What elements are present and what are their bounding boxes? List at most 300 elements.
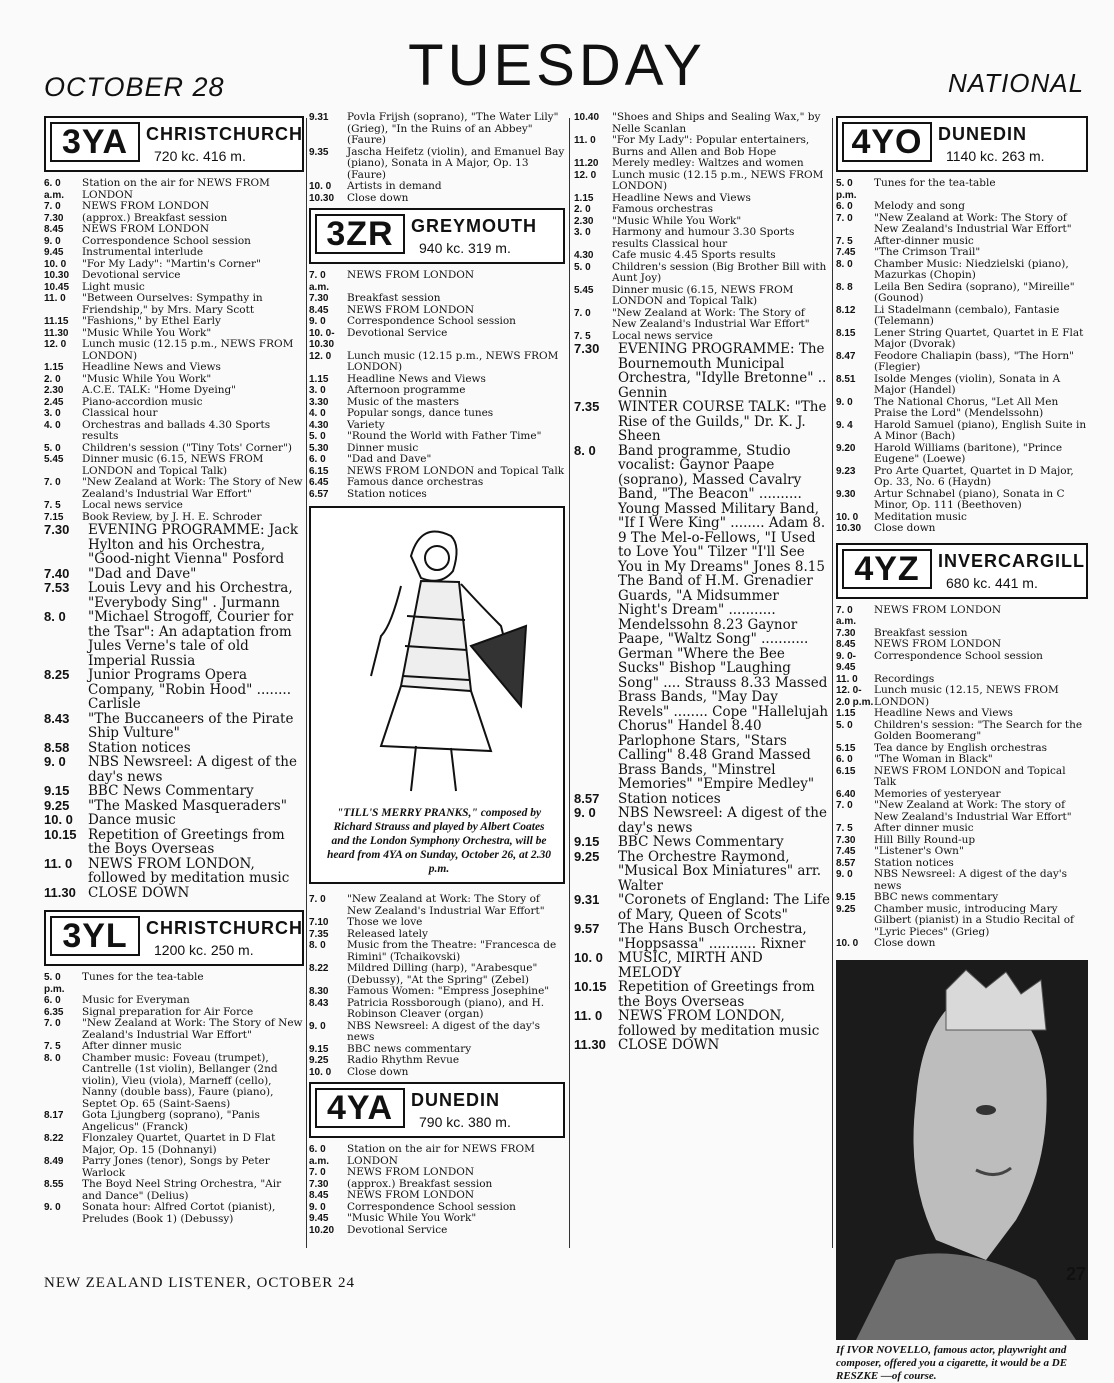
schedule-description: Dinner music <box>347 441 419 454</box>
schedule-time: 9. 0 <box>44 235 61 247</box>
schedule-item <box>836 766 1088 789</box>
schedule-time: 7.30 <box>836 834 856 846</box>
schedule-item <box>44 1053 304 1111</box>
schedule-item <box>836 351 1088 374</box>
schedule-description: "Listener's Own" <box>874 845 964 857</box>
schedule-time: 7.30 <box>309 293 329 304</box>
schedule-description: "The Crimson Trail" <box>874 246 981 258</box>
schedule-time: 5.30 <box>309 442 329 454</box>
schedule-item <box>309 351 565 374</box>
schedule-description: Popular songs, dance tunes <box>347 407 494 419</box>
schedule-description: Children's session ("Tiny Tots' Corner") <box>82 441 292 454</box>
schedule-description: Devotional service <box>82 269 181 281</box>
column-3 <box>574 112 830 1053</box>
schedule-time: 11. 0 <box>574 1008 603 1023</box>
station-header-3yl <box>44 910 304 966</box>
schedule-description: Music for Everyman <box>82 994 190 1006</box>
schedule-item <box>44 567 304 582</box>
schedule-time: 6.45 <box>309 477 329 488</box>
schedule-item <box>836 259 1088 282</box>
schedule-item <box>309 316 565 328</box>
schedule-time: 8.45 <box>309 304 329 316</box>
schedule-item <box>574 850 830 894</box>
schedule-time: 9.31 <box>309 112 329 123</box>
schedule-description: Correspondence School session <box>874 649 1043 662</box>
station-frequency: 1140 kc. 263 m. <box>946 148 1045 164</box>
schedule-time: 7. 5 <box>44 500 61 511</box>
schedule-time: 6.35 <box>44 1006 64 1018</box>
schedule-description: Close down <box>347 1065 409 1078</box>
schedule-time: 11. 0 <box>44 855 73 871</box>
schedule-time: 6. 0 a.m. <box>309 1144 330 1167</box>
schedule-item <box>574 1038 830 1053</box>
schedule-item <box>574 308 830 331</box>
schedule-time: 11.30 <box>44 884 76 900</box>
publication-footer: NEW ZEALAND LISTENER, OCTOBER 24 <box>44 1275 356 1291</box>
schedule-time: 7.45 <box>836 846 856 857</box>
schedule-time: 6. 0 <box>309 454 326 465</box>
page-title: TUESDAY <box>408 33 706 98</box>
schedule-item <box>574 806 830 835</box>
schedule-description: Gota Ljungberg (soprano), "Panis Angelicus" (Franck) <box>82 1109 260 1133</box>
schedule-item <box>309 181 565 193</box>
schedule-item <box>574 835 830 850</box>
advertisement-photo <box>836 960 1088 1340</box>
schedule-time: 9. 0 <box>309 1201 326 1213</box>
schedule-time: 8.15 <box>836 327 856 339</box>
station-header-4yz <box>836 543 1088 599</box>
schedule-item <box>574 250 830 262</box>
schedule-item <box>44 712 304 741</box>
schedule-time: 4.30 <box>574 250 594 261</box>
network-label: NATIONAL <box>948 68 1085 98</box>
schedule-time: 11.30 <box>44 327 69 339</box>
schedule-description: Junior Programs Opera Company, "Robin Hood" ........ Carlisle <box>88 667 292 712</box>
schedule-description: Povla Frijsh (soprano), "The Water Lily" (Grieg), "In the Ruins of an Abbey" (Faure) <box>347 111 559 146</box>
schedule-item <box>574 342 830 400</box>
schedule-description: "Michael Strogoff, Courier for the Tsar": An adaptation from Jules Verne's tale of old Imperial Russia <box>88 609 294 669</box>
schedule-description: NEWS FROM LONDON <box>347 1166 475 1178</box>
schedule-description: Children's session (Big Brother Bill with Aunt Joy) <box>612 260 827 284</box>
schedule-item <box>44 972 304 995</box>
schedule-description: Correspondence School session <box>82 234 251 247</box>
schedule-list <box>836 178 1088 535</box>
schedule-time: 8.51 <box>836 373 856 385</box>
schedule-description: Hill Billy Round-up <box>874 833 976 846</box>
schedule-description: (approx.) Breakfast session <box>82 211 228 224</box>
schedule-time: 12. 0 <box>574 169 597 181</box>
schedule-time: 10. 0 <box>309 181 332 192</box>
schedule-description: MUSIC, MIRTH AND MELODY <box>618 950 763 981</box>
schedule-time: 1.15 <box>836 708 856 719</box>
schedule-time: 8.22 <box>309 963 329 974</box>
schedule-time: 11. 0 <box>574 135 596 146</box>
schedule-description: Music of the masters <box>347 395 460 408</box>
schedule-list <box>309 270 565 500</box>
schedule-time: 7. 0 <box>44 201 61 212</box>
schedule-item <box>309 986 565 998</box>
schedule-item <box>309 328 565 351</box>
schedule-item <box>309 147 565 182</box>
schedule-time: 9.15 <box>574 834 600 849</box>
schedule-item <box>44 270 304 282</box>
station-city: INVERCARGILL <box>938 550 1085 571</box>
column-1 <box>44 112 304 1225</box>
schedule-description: "Round the World with Father Time" <box>347 430 542 442</box>
schedule-description: After-dinner music <box>874 234 974 247</box>
schedule-item <box>309 1190 565 1202</box>
schedule-description: (approx.) Breakfast session <box>347 1177 493 1190</box>
schedule-item <box>309 385 565 397</box>
schedule-description: Those we love <box>347 916 423 928</box>
schedule-description: Pro Arte Quartet, Quartet in D Major, Op. 33, No. 6 (Haydn) <box>874 464 1074 488</box>
schedule-item <box>44 247 304 259</box>
schedule-time: 10.45 <box>44 281 70 293</box>
schedule-description: NBS Newsreel: A digest of the day's news <box>874 868 1068 892</box>
schedule-item <box>836 305 1088 328</box>
schedule-time: 11.30 <box>574 1037 606 1052</box>
schedule-time: 9. 0 <box>836 869 853 880</box>
schedule-time: 8.49 <box>44 1156 64 1167</box>
station-city: CHRISTCHURCH <box>146 918 303 938</box>
schedule-item <box>44 857 304 886</box>
schedule-item <box>44 828 304 857</box>
schedule-item <box>574 112 830 135</box>
schedule-description: Headline News and Views <box>874 707 1013 719</box>
schedule-list <box>574 112 830 342</box>
station-frequency: 940 kc. 319 m. <box>419 240 511 256</box>
schedule-item <box>44 886 304 901</box>
schedule-time: 5. 0 <box>44 442 61 454</box>
schedule-description: Devotional Service <box>347 326 448 339</box>
schedule-time: 8.43 <box>44 710 70 726</box>
schedule-time: 11. 0 <box>44 293 66 304</box>
schedule-description: NBS Newsreel: A digest of the day's news <box>347 1019 541 1043</box>
schedule-item <box>309 998 565 1021</box>
schedule-description: Recordings <box>874 672 935 685</box>
schedule-time: 8.58 <box>44 739 70 755</box>
schedule-time: 9.31 <box>574 892 600 907</box>
schedule-time: 9. 0 <box>309 1020 326 1032</box>
schedule-description: After dinner music <box>82 1040 182 1052</box>
schedule-time: 8.30 <box>309 986 329 997</box>
schedule-time: 7. 0 <box>44 477 61 488</box>
schedule-item <box>309 963 565 986</box>
schedule-item <box>309 408 565 420</box>
station-callsign: 3YL <box>50 916 140 956</box>
schedule-item <box>574 444 830 792</box>
schedule-description: "Music While You Work" <box>82 326 212 339</box>
schedule-description: Memories of yesteryear <box>874 787 1001 800</box>
schedule-item <box>836 489 1088 512</box>
schedule-item <box>836 869 1088 892</box>
schedule-description: Radio Rhythm Revue <box>347 1054 460 1066</box>
schedule-time: 2.30 <box>574 215 594 227</box>
station-header-3zr <box>309 208 565 264</box>
schedule-description: Correspondence School session <box>347 1200 516 1213</box>
schedule-time: 8.47 <box>836 350 856 362</box>
schedule-time: 5. 0 p.m. <box>44 972 65 995</box>
schedule-time: 2. 0 <box>44 373 61 385</box>
schedule-description: Lunch music (12.15 p.m., NEWS FROM LONDON) <box>347 349 559 373</box>
schedule-description: NEWS FROM LONDON, followed by meditation music <box>88 855 290 886</box>
station-frequency: 1200 kc. 250 m. <box>154 942 254 958</box>
schedule-description: Harmony and humour 3.30 Sports results Classical hour <box>612 226 795 250</box>
schedule-description: A.C.E. TALK: "Home Dyeing" <box>82 384 237 396</box>
schedule-description: Sonata hour: Alfred Cortot (pianist), Preludes (Book 1) (Debussy) <box>82 1201 276 1225</box>
schedule-time: 8.43 <box>309 997 329 1009</box>
schedule-description: NEWS FROM LONDON <box>82 223 210 235</box>
schedule-description: Piano-accordion music <box>82 395 203 408</box>
schedule-item <box>574 204 830 216</box>
schedule-item <box>44 741 304 756</box>
schedule-item <box>44 755 304 784</box>
schedule-time: 12. 0 <box>309 350 332 362</box>
schedule-description: "Coronets of England: The Life of Mary, Queen of Scots" <box>618 892 830 923</box>
schedule-time: 3. 0 <box>309 385 326 396</box>
schedule-time: 8.12 <box>836 304 856 316</box>
schedule-description: Variety <box>347 418 385 431</box>
schedule-item <box>309 917 565 929</box>
schedule-time: 8.57 <box>836 857 856 869</box>
schedule-item <box>44 362 304 374</box>
schedule-time: 2.45 <box>44 396 64 408</box>
illustration-box <box>309 506 565 884</box>
schedule-time: 8. 0 <box>836 258 853 270</box>
schedule-description: Station on the air for NEWS FROM LONDON <box>347 1143 535 1167</box>
schedule-description: NEWS FROM LONDON <box>82 200 210 212</box>
schedule-time: 5. 0 <box>574 261 591 273</box>
schedule-time: 7. 5 <box>836 823 853 834</box>
schedule-description: Chamber music: Foveau (trumpet), Cantrelle (1st violin), Bellanger (2nd violin), Vieu (viola), Marneff (cello), Nanny (double bass), Faure (piano), Septet Op. 65 (Saint-Saens) <box>82 1051 278 1110</box>
schedule-description: Music from the Theatre: "Francesca de Rimini" (Tchaikovski) <box>347 939 557 963</box>
schedule-item <box>836 605 1088 628</box>
schedule-item <box>44 799 304 814</box>
schedule-description: The National Chorus, "Let All Men Praise the Lord" (Mendelssohn) <box>874 395 1059 419</box>
schedule-time: 5.45 <box>574 284 594 296</box>
schedule-time: 5. 0 <box>836 719 853 731</box>
schedule-time: 7.10 <box>309 917 329 928</box>
schedule-time: 9.30 <box>836 488 856 500</box>
schedule-description: Li Stadelmann (cembalo), Fantasie (Telemann) <box>874 303 1060 327</box>
schedule-item <box>44 1110 304 1133</box>
schedule-list <box>309 894 565 1078</box>
schedule-time: 8.17 <box>44 1110 64 1121</box>
schedule-description: Released lately <box>347 927 428 940</box>
schedule-item <box>574 792 830 807</box>
schedule-description: After dinner music <box>874 822 974 834</box>
schedule-description: Lunch music (12.15, NEWS FROM LONDON) <box>874 684 1059 708</box>
schedule-list <box>44 178 304 523</box>
schedule-item <box>44 610 304 668</box>
schedule-time: 6.15 <box>309 465 329 477</box>
schedule-time: 6. 0 <box>836 201 853 212</box>
schedule-time: 9. 0 <box>309 316 326 327</box>
schedule-item <box>309 1055 565 1067</box>
schedule-time: 6. 0 <box>44 995 61 1006</box>
schedule-time: 10.15 <box>44 826 77 842</box>
schedule-item <box>836 328 1088 351</box>
schedule-item <box>44 178 304 201</box>
schedule-list <box>44 972 304 1225</box>
schedule-description: "New Zealand at Work: The Story of New Zealand's Industrial War Effort" <box>82 476 303 500</box>
schedule-description: "Music While You Work" <box>347 1212 477 1224</box>
schedule-description: Tea dance by English orchestras <box>874 741 1047 754</box>
schedule-description: Classical hour <box>82 407 158 419</box>
schedule-description: "New Zealand at Work: The Story of New Zealand's Industrial War Effort" <box>82 1017 303 1041</box>
schedule-description: "Shoes and Ships and Sealing Wax," by Nelle Scanlan <box>612 111 821 135</box>
schedule-item <box>309 112 565 147</box>
schedule-description: "Dad and Dave" <box>347 453 432 465</box>
schedule-time: 8. 0 <box>44 1052 61 1064</box>
schedule-time: 9.45 <box>309 1213 329 1224</box>
page-number: 27 <box>1066 1264 1087 1284</box>
schedule-description: "The Woman in Black" <box>874 753 993 765</box>
schedule-description: Repetition of Greetings from the Boys Overseas <box>618 979 815 1010</box>
schedule-item <box>836 651 1088 674</box>
schedule-item <box>836 213 1088 236</box>
schedule-time: 10.30 <box>309 192 335 204</box>
schedule-description: Repetition of Greetings from the Boys Overseas <box>88 826 285 857</box>
schedule-time: 10. 0 <box>574 950 603 965</box>
schedule-time: 3.30 <box>309 396 329 408</box>
schedule-description: NEWS FROM LONDON <box>874 603 1002 616</box>
schedule-time: 7. 0 <box>836 800 853 811</box>
schedule-time: 10.20 <box>309 1224 335 1236</box>
schedule-description: EVENING PROGRAMME: The Bournemouth Municipal Orchestra, "Idylle Bretonne" .. Gennin <box>618 341 827 401</box>
schedule-description: BBC news commentary <box>347 1042 472 1055</box>
schedule-item <box>44 420 304 443</box>
schedule-time: 8.55 <box>44 1179 64 1190</box>
schedule-item <box>44 813 304 828</box>
schedule-item <box>836 892 1088 904</box>
schedule-description: Dance music <box>88 812 176 828</box>
schedule-item <box>836 720 1088 743</box>
schedule-description: Local news service <box>82 499 183 511</box>
station-frequency: 680 kc. 441 m. <box>946 574 1038 591</box>
schedule-item <box>836 846 1088 858</box>
schedule-time: 6. 0 <box>836 754 853 765</box>
schedule-description: Louis Levy and his Orchestra, "Everybody Sing" . Jurmann <box>88 580 293 611</box>
schedule-time: 8.45 <box>44 224 64 235</box>
station-header-3ya <box>44 116 304 172</box>
schedule-time: 8.45 <box>309 1190 329 1201</box>
schedule-time: 7. 0 <box>574 307 591 319</box>
schedule-item <box>44 581 304 610</box>
schedule-description: Mildred Dilling (harp), "Arabesque" (Debussy), "At the Spring" (Zebel) <box>347 962 538 986</box>
schedule-time: 7. 0 <box>309 1167 326 1178</box>
schedule-time: 10.15 <box>574 979 607 994</box>
schedule-item <box>574 158 830 170</box>
column-rule <box>832 118 833 1248</box>
schedule-item <box>44 1179 304 1202</box>
schedule-item <box>44 668 304 712</box>
schedule-description: Close down <box>874 522 936 534</box>
schedule-item <box>44 500 304 512</box>
schedule-time: 12. 0 <box>44 339 67 350</box>
schedule-description: Breakfast session <box>347 292 441 304</box>
schedule-description: Lener String Quartet, Quartet in E Flat Major (Dvorak) <box>874 326 1084 350</box>
schedule-description: WINTER COURSE TALK: "The Rise of the Guilds," Dr. K. J. Sheen <box>618 399 827 444</box>
schedule-item <box>309 1144 565 1167</box>
schedule-description: "New Zealand at Work: The Story of New Zealand's Industrial War Effort" <box>347 893 545 917</box>
schedule-item <box>836 938 1088 950</box>
schedule-item <box>836 178 1088 201</box>
schedule-time: 9.25 <box>309 1055 329 1066</box>
schedule-time: 9.23 <box>836 465 856 477</box>
schedule-time: 4. 0 <box>309 408 326 419</box>
schedule-time: 5.15 <box>836 742 856 754</box>
schedule-time: 8.57 <box>574 790 600 806</box>
station-city: DUNEDIN <box>411 1090 501 1110</box>
schedule-description: Lunch music (12.15 p.m., NEWS FROM LONDON) <box>612 168 824 192</box>
schedule-item <box>44 339 304 362</box>
schedule-item <box>44 784 304 799</box>
schedule-time: 11.20 <box>574 158 599 169</box>
schedule-description: Artur Schnabel (piano), Sonata in C Minor, Op. 111 (Beethoven) <box>874 487 1065 511</box>
schedule-time: 1.15 <box>309 373 329 385</box>
schedule-time: 7.30 <box>836 627 856 639</box>
schedule-time: 7.30 <box>574 341 600 356</box>
schedule-time: 7. 5 <box>836 235 853 247</box>
schedule-description: Parry Jones (tenor), Songs by Peter Warlock <box>82 1155 270 1179</box>
schedule-time: 10. 0 <box>44 258 67 270</box>
schedule-description: NEWS FROM LONDON <box>347 303 475 316</box>
schedule-time: 10. 0-10.30 <box>309 327 335 350</box>
schedule-item <box>574 951 830 980</box>
schedule-description: "Fashions," by Ethel Early <box>82 315 221 327</box>
schedule-time: 10.40 <box>574 112 600 123</box>
schedule-description: Isolde Menges (violin), Sonata in A Major (Handel) <box>874 372 1061 396</box>
schedule-description: Correspondence School session <box>347 315 516 327</box>
schedule-description: Famous orchestras <box>612 203 714 215</box>
schedule-item <box>574 262 830 285</box>
schedule-description: Headline News and Views <box>82 361 221 373</box>
schedule-time: 7.30 <box>44 522 70 537</box>
schedule-time: 8.25 <box>44 667 70 682</box>
schedule-description: Instrumental interlude <box>82 246 204 258</box>
schedule-time: 4.30 <box>309 419 329 431</box>
schedule-description: EVENING PROGRAMME: Jack Hylton and his Orchestra, "Good-night Vienna" Posford <box>88 522 299 567</box>
schedule-time: 9.15 <box>44 783 70 798</box>
schedule-time: 2.30 <box>44 385 64 396</box>
schedule-item <box>309 1167 565 1179</box>
schedule-item <box>574 227 830 250</box>
station-header-4yo <box>836 116 1088 172</box>
schedule-time: 2. 0 <box>574 204 591 215</box>
schedule-time: 7.35 <box>309 928 329 940</box>
schedule-description: Famous dance orchestras <box>347 476 484 488</box>
schedule-time: 7. 0 <box>44 1018 61 1029</box>
schedule-description: Tunes for the tea-table <box>874 177 996 189</box>
schedule-description: Artists in demand <box>347 180 442 192</box>
schedule-description: Chamber Music: Niedzielski (piano), Mazurkas (Chopin) <box>874 257 1069 281</box>
schedule-description: The Hans Busch Orchestra, "Hoppsassa" ........... Rixner <box>618 921 807 952</box>
schedule-item <box>836 443 1088 466</box>
schedule-time: 8. 8 <box>836 281 853 293</box>
schedule-item <box>309 270 565 293</box>
schedule-description: Jascha Heifetz (violin), and Emanuel Bay (piano), Sonata in A Major, Op. 13 (Faure) <box>347 145 565 181</box>
schedule-item <box>44 454 304 477</box>
schedule-description: Band programme, Studio vocalist: Gaynor Paape (soprano), Massed Cavalry Band, "The Beacon" .......... Young Massed Military Band, "If I Were King" ........ Adam 8. 9 The Mel-o-Fellows, "I Used to Love You" Tilzer "I'll See You in My Dreams" Jones 8.15 The Band of H.M. Grenadier Guards, "A Midsummer Night's Dream" ........... Mendelssohn 8.23 Gaynor Paape, "Waltz Song" ........... German "Where the Bee Sucks" Bishop "Laughing Song" .... Strauss 8.33 Massed Brass Bands, "May Day Revels" ........ Cope "Hallelujah Chorus" Handel 8.40 Parlophone Stars, "Stars Calling" 8.48 Grand Massed Brass Bands, "Minstrel Memories" "Empire Medley" <box>618 442 829 792</box>
issue-date: OCTOBER 28 <box>44 72 225 102</box>
schedule-item <box>574 135 830 158</box>
schedule-list <box>836 605 1088 950</box>
schedule-item <box>309 1021 565 1044</box>
schedule-description: Melody and song <box>874 200 965 212</box>
schedule-time: 9.25 <box>836 903 856 915</box>
station-city: DUNEDIN <box>938 124 1028 144</box>
